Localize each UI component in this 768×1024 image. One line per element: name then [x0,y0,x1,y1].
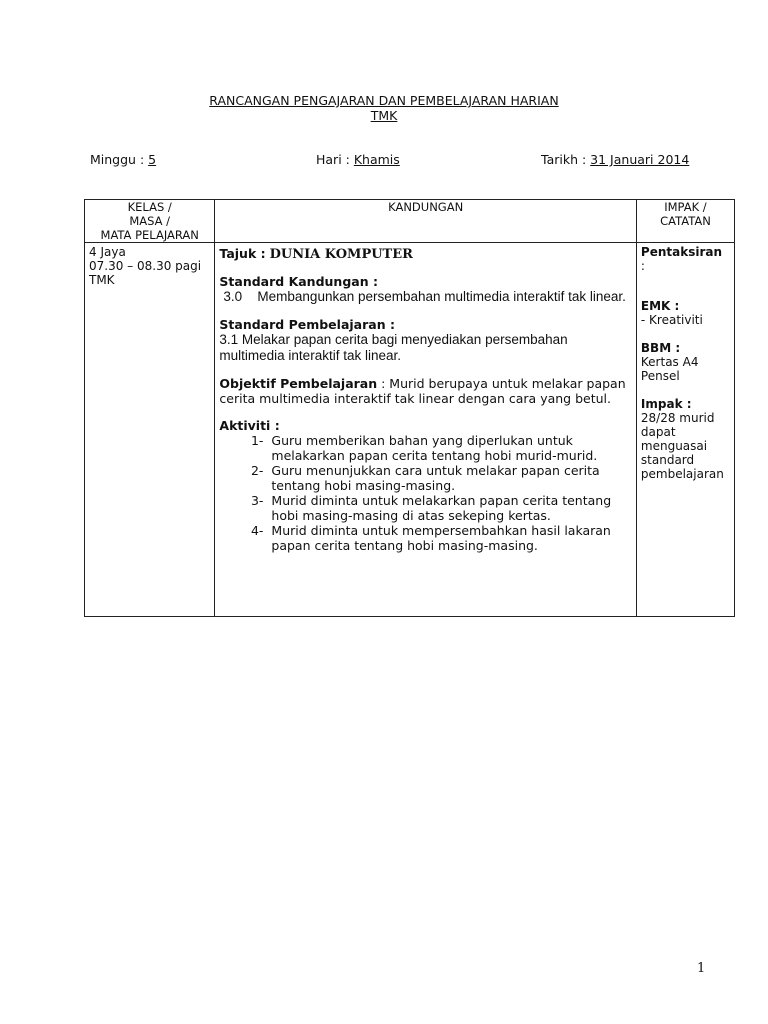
tarikh-field [541,152,689,167]
aktiviti-number: 2- [250,463,264,478]
objektif-block [219,376,632,406]
tajuk-value: DUNIA KOMPUTER [269,247,413,262]
hari-field [316,152,400,167]
title-text: RANCANGAN PENGAJARAN DAN PEMBELAJARAN HARIAN [209,93,559,108]
aktiviti-list [219,433,632,553]
tarikh-value: 31 Januari 2014 [590,152,690,167]
aktiviti-number: 4- [250,523,264,538]
kandungan-cell [215,243,637,617]
standard-pembelajaran-block [219,317,632,364]
header-kandungan: KANDUNGAN [215,200,637,243]
hari-value: Khamis [353,152,400,167]
subject-text: TMK [370,108,398,123]
objektif-label: Objektif Pembelajaran [219,376,378,391]
sk-item [219,289,632,305]
pentaksiran-label: Pentaksiran [640,245,723,259]
bbm-label: BBM : [640,341,681,355]
document-title [0,93,768,123]
kelas-name: 4 Jaya [89,245,126,259]
sk-text: Membangunkan persembahan multimedia interaktif tak linear. [257,289,626,304]
standard-kandungan-block [219,274,632,305]
kelas-subject: TMK [89,273,115,287]
aktiviti-text: Murid diminta untuk melakarkan papan cerita tentang hobi masing-masing di atas sekeping kertas. [271,493,612,523]
list-item [219,433,632,463]
sk-label: Standard Kandungan : [219,274,378,289]
header-impak-line1: IMPAK / [664,200,707,214]
impak-label: Impak : [640,397,692,411]
table-row [85,243,735,617]
header-kelas [85,200,215,243]
aktiviti-text: Guru menunjukkan cara untuk melakar papan cerita tentang hobi masing-masing. [271,463,600,493]
kelas-time: 07.30 – 08.30 pagi [89,259,202,273]
pentaksiran-value: : [640,259,645,273]
hari-label: Hari : [316,152,350,167]
lesson-plan-table [84,199,735,617]
bbm-item-1: Kertas A4 [640,355,699,369]
emk-value: - Kreativiti [640,313,703,327]
tajuk-block [219,246,632,262]
page-number: 1 [697,961,706,976]
aktiviti-text: Guru memberikan bahan yang diperlukan untuk melakarkan papan cerita tentang hobi murid-murid. [271,433,598,463]
sk-number: 3.0 [223,289,243,304]
list-item [219,493,632,523]
header-impak [636,200,734,243]
sp-label: Standard Pembelajaran : [219,317,395,332]
bbm-item-2: Pensel [640,369,680,383]
aktiviti-block [219,418,632,553]
aktiviti-number: 3- [250,493,264,508]
header-kelas-line3: MATA PELAJARAN [100,228,199,242]
aktiviti-number: 1- [250,433,264,448]
minggu-label: Minggu : [90,152,145,167]
sp-text: 3.1 Melakar papan cerita bagi menyediakan persembahan multimedia interaktif tak linear. [219,332,568,363]
list-item [219,523,632,553]
header-kelas-line2: MASA / [129,214,171,228]
aktiviti-text: Murid diminta untuk mempersembahkan hasil lakaran papan cerita tentang hobi masing-masing. [271,523,611,553]
tarikh-label: Tarikh : [541,152,587,167]
header-impak-line2: CATATAN [660,214,711,228]
aktiviti-label: Aktiviti : [219,418,280,433]
list-item [219,463,632,493]
emk-label: EMK : [640,299,680,313]
impak-cell [636,243,734,617]
kelas-cell [85,243,215,617]
minggu-field [90,152,156,167]
minggu-value: 5 [148,152,157,167]
header-kelas-line1: KELAS / [127,200,172,214]
impak-value: 28/28 murid dapat menguasai standard pembelajaran [640,411,724,481]
objektif-text: : Murid berupaya untuk melakar papan cerita multimedia interaktif tak linear dengan cara yang betul. [219,376,626,406]
tajuk-label: Tajuk : [219,246,266,261]
table-header-row [85,200,735,243]
